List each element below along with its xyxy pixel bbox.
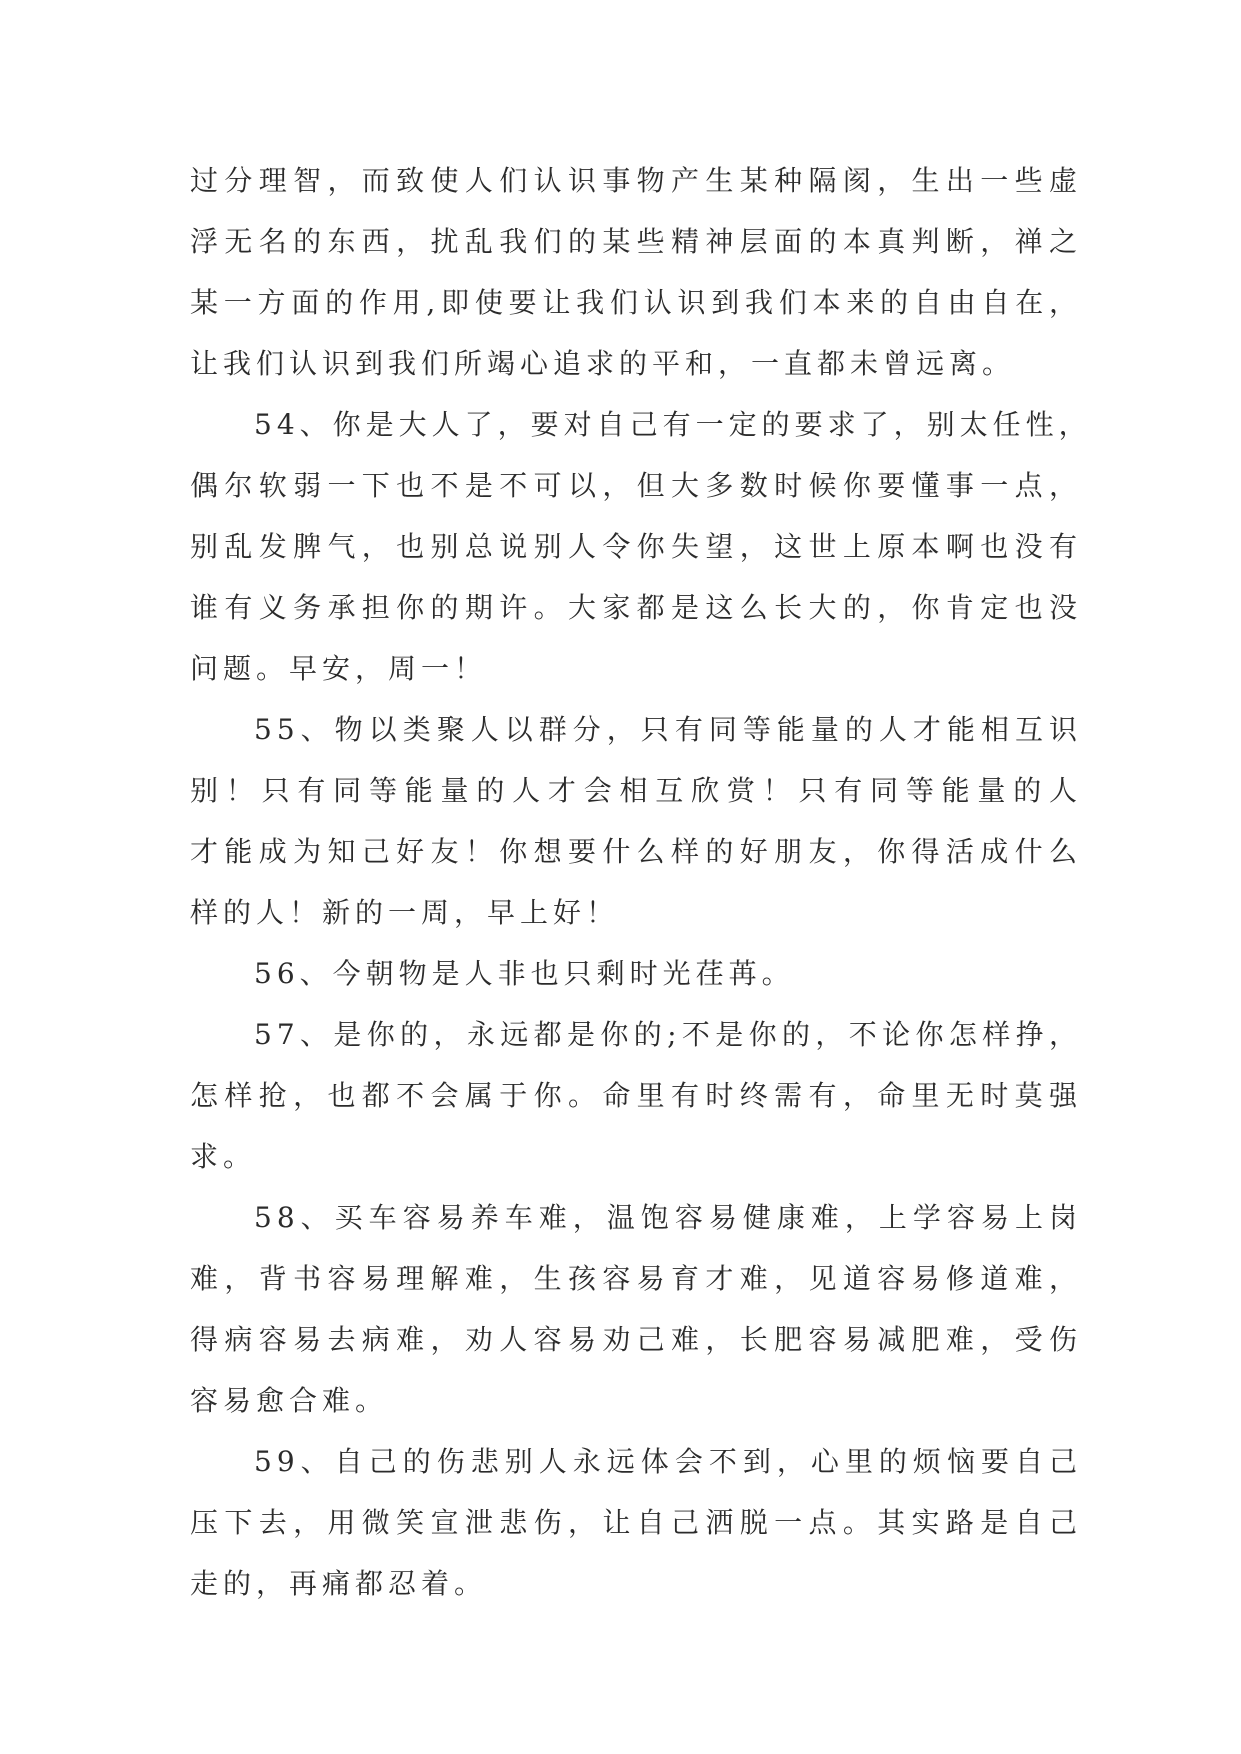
text-line: 得病容易去病难，劝人容易劝己难，长肥容易减肥难，受伤 — [190, 1323, 1082, 1356]
text-line: 问题。早安，周一！ — [190, 652, 488, 685]
paragraph-54 — [190, 394, 1092, 699]
text-line: 才能成为知己好友！你想要什么样的好朋友，你得活成什么 — [190, 835, 1082, 868]
text-line: 走的，再痛都忍着。 — [190, 1567, 488, 1600]
paragraph-56 — [190, 943, 1082, 1004]
paragraph-58 — [190, 1187, 1082, 1431]
text-line: 某一方面的作用,即使要让我们认识到我们本来的自由自在， — [190, 286, 1082, 319]
text-line: 偶尔软弱一下也不是不可以，但大多数时候你要懂事一点， — [190, 469, 1082, 502]
text-line: 55、物以类聚人以群分，只有同等能量的人才能相互识 — [254, 713, 1082, 746]
paragraph-55 — [190, 699, 1082, 943]
text-line: 让我们认识到我们所竭心追求的平和，一直都未曾远离。 — [190, 347, 1016, 380]
text-line: 过分理智，而致使人们认识事物产生某种隔阂，生出一些虚 — [190, 164, 1082, 197]
text-line: 难，背书容易理解难，生孩容易育才难，见道容易修道难， — [190, 1262, 1082, 1295]
text-line: 谁有义务承担你的期许。大家都是这么长大的，你肯定也没 — [190, 591, 1082, 624]
text-line: 58、买车容易养车难，温饱容易健康难，上学容易上岗 — [254, 1201, 1082, 1234]
text-line: 别！只有同等能量的人才会相互欣赏！只有同等能量的人 — [190, 774, 1082, 807]
text-line: 浮无名的东西，扰乱我们的某些精神层面的本真判断，禅之 — [190, 225, 1082, 258]
text-line: 54、你是大人了，要对自己有一定的要求了，别太任性， — [254, 408, 1092, 441]
text-line: 容易愈合难。 — [190, 1384, 389, 1417]
text-line: 求。 — [190, 1140, 257, 1173]
text-line: 样的人！新的一周，早上好！ — [190, 896, 620, 929]
paragraph-57 — [190, 1004, 1082, 1187]
document-body — [190, 150, 1092, 1614]
text-line: 59、自己的伤悲别人永远体会不到，心里的烦恼要自己 — [254, 1445, 1082, 1478]
paragraph-59 — [190, 1431, 1082, 1614]
text-line: 57、是你的，永远都是你的;不是你的，不论你怎样挣， — [254, 1018, 1082, 1051]
text-line: 56、今朝物是人非也只剩时光荏苒。 — [254, 957, 795, 990]
text-line: 怎样抢，也都不会属于你。命里有时终需有，命里无时莫强 — [190, 1079, 1082, 1112]
text-line: 别乱发脾气，也别总说别人令你失望，这世上原本啊也没有 — [190, 530, 1082, 563]
paragraph-continuation — [190, 150, 1082, 394]
text-line: 压下去，用微笑宣泄悲伤，让自己洒脱一点。其实路是自己 — [190, 1506, 1082, 1539]
